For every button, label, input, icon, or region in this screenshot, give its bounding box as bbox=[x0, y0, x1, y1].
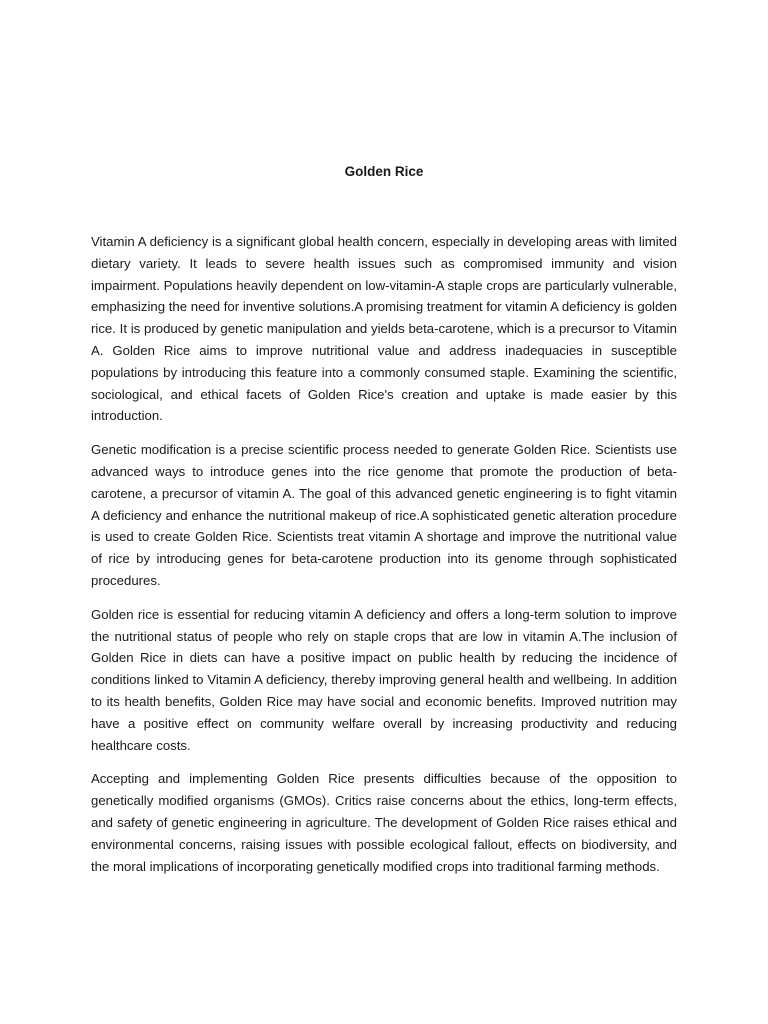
paragraph-genetic-modification: Genetic modification is a precise scientific process needed to generate Golden Rice. Scientists use advanced ways to introduce genes into the rice genome that promote the production of beta-carotene, a precursor of vitamin A. The goal of this advanced genetic engineering is to fight vitamin A deficiency and enhance the nutritional makeup of rice.A sophisticated genetic alteration procedure is used to create Golden Rice. Scientists treat vitamin A shortage and improve the nutritional value of rice by introducing genes for beta-carotene production into its genome through sophisticated procedures. bbox=[91, 442, 677, 588]
paragraph-intro: Vitamin A deficiency is a significant global health concern, especially in developing areas with limited dietary variety. It leads to severe health issues such as compromised immunity and vision impairment. Populations heavily dependent on low-vitamin-A staple crops are particularly vulnerable, emphasizing the need for inventive solutions.A promising treatment for vitamin A deficiency is golden rice. It is produced by genetic manipulation and yields beta-carotene, which is a precursor to Vitamin A. Golden Rice aims to improve nutritional value and address inadequacies in susceptible populations by introducing this feature into a commonly consumed staple. Examining the scientific, sociological, and ethical facets of Golden Rice's creation and uptake is made easier by this introduction. bbox=[91, 234, 677, 424]
document-title: Golden Rice bbox=[344, 164, 424, 179]
paragraph-benefits: Golden rice is essential for reducing vitamin A deficiency and offers a long-term solution to improve the nutritional status of people who rely on staple crops that are low in vitamin A.The inclusion of Golden Rice in diets can have a positive impact on public health by reducing the incidence of conditions linked to Vitamin A deficiency, thereby improving general health and wellbeing. In addition to its health benefits, Golden Rice may have social and economic benefits. Improved nutrition may have a positive effect on community welfare overall by increasing productivity and reducing healthcare costs. bbox=[91, 606, 677, 753]
document-body bbox=[91, 231, 677, 889]
paragraph-challenges: Accepting and implementing Golden Rice presents difficulties because of the opposition to genetically modified organisms (GMOs). Critics raise concerns about the ethics, long-term effects, and safety of genetic engineering in agriculture. The development of Golden Rice raises ethical and environmental concerns, raising issues with possible ecological fallout, effects on biodiversity, and the moral implications of incorporating genetically modified crops into traditional farming methods. bbox=[91, 771, 677, 874]
